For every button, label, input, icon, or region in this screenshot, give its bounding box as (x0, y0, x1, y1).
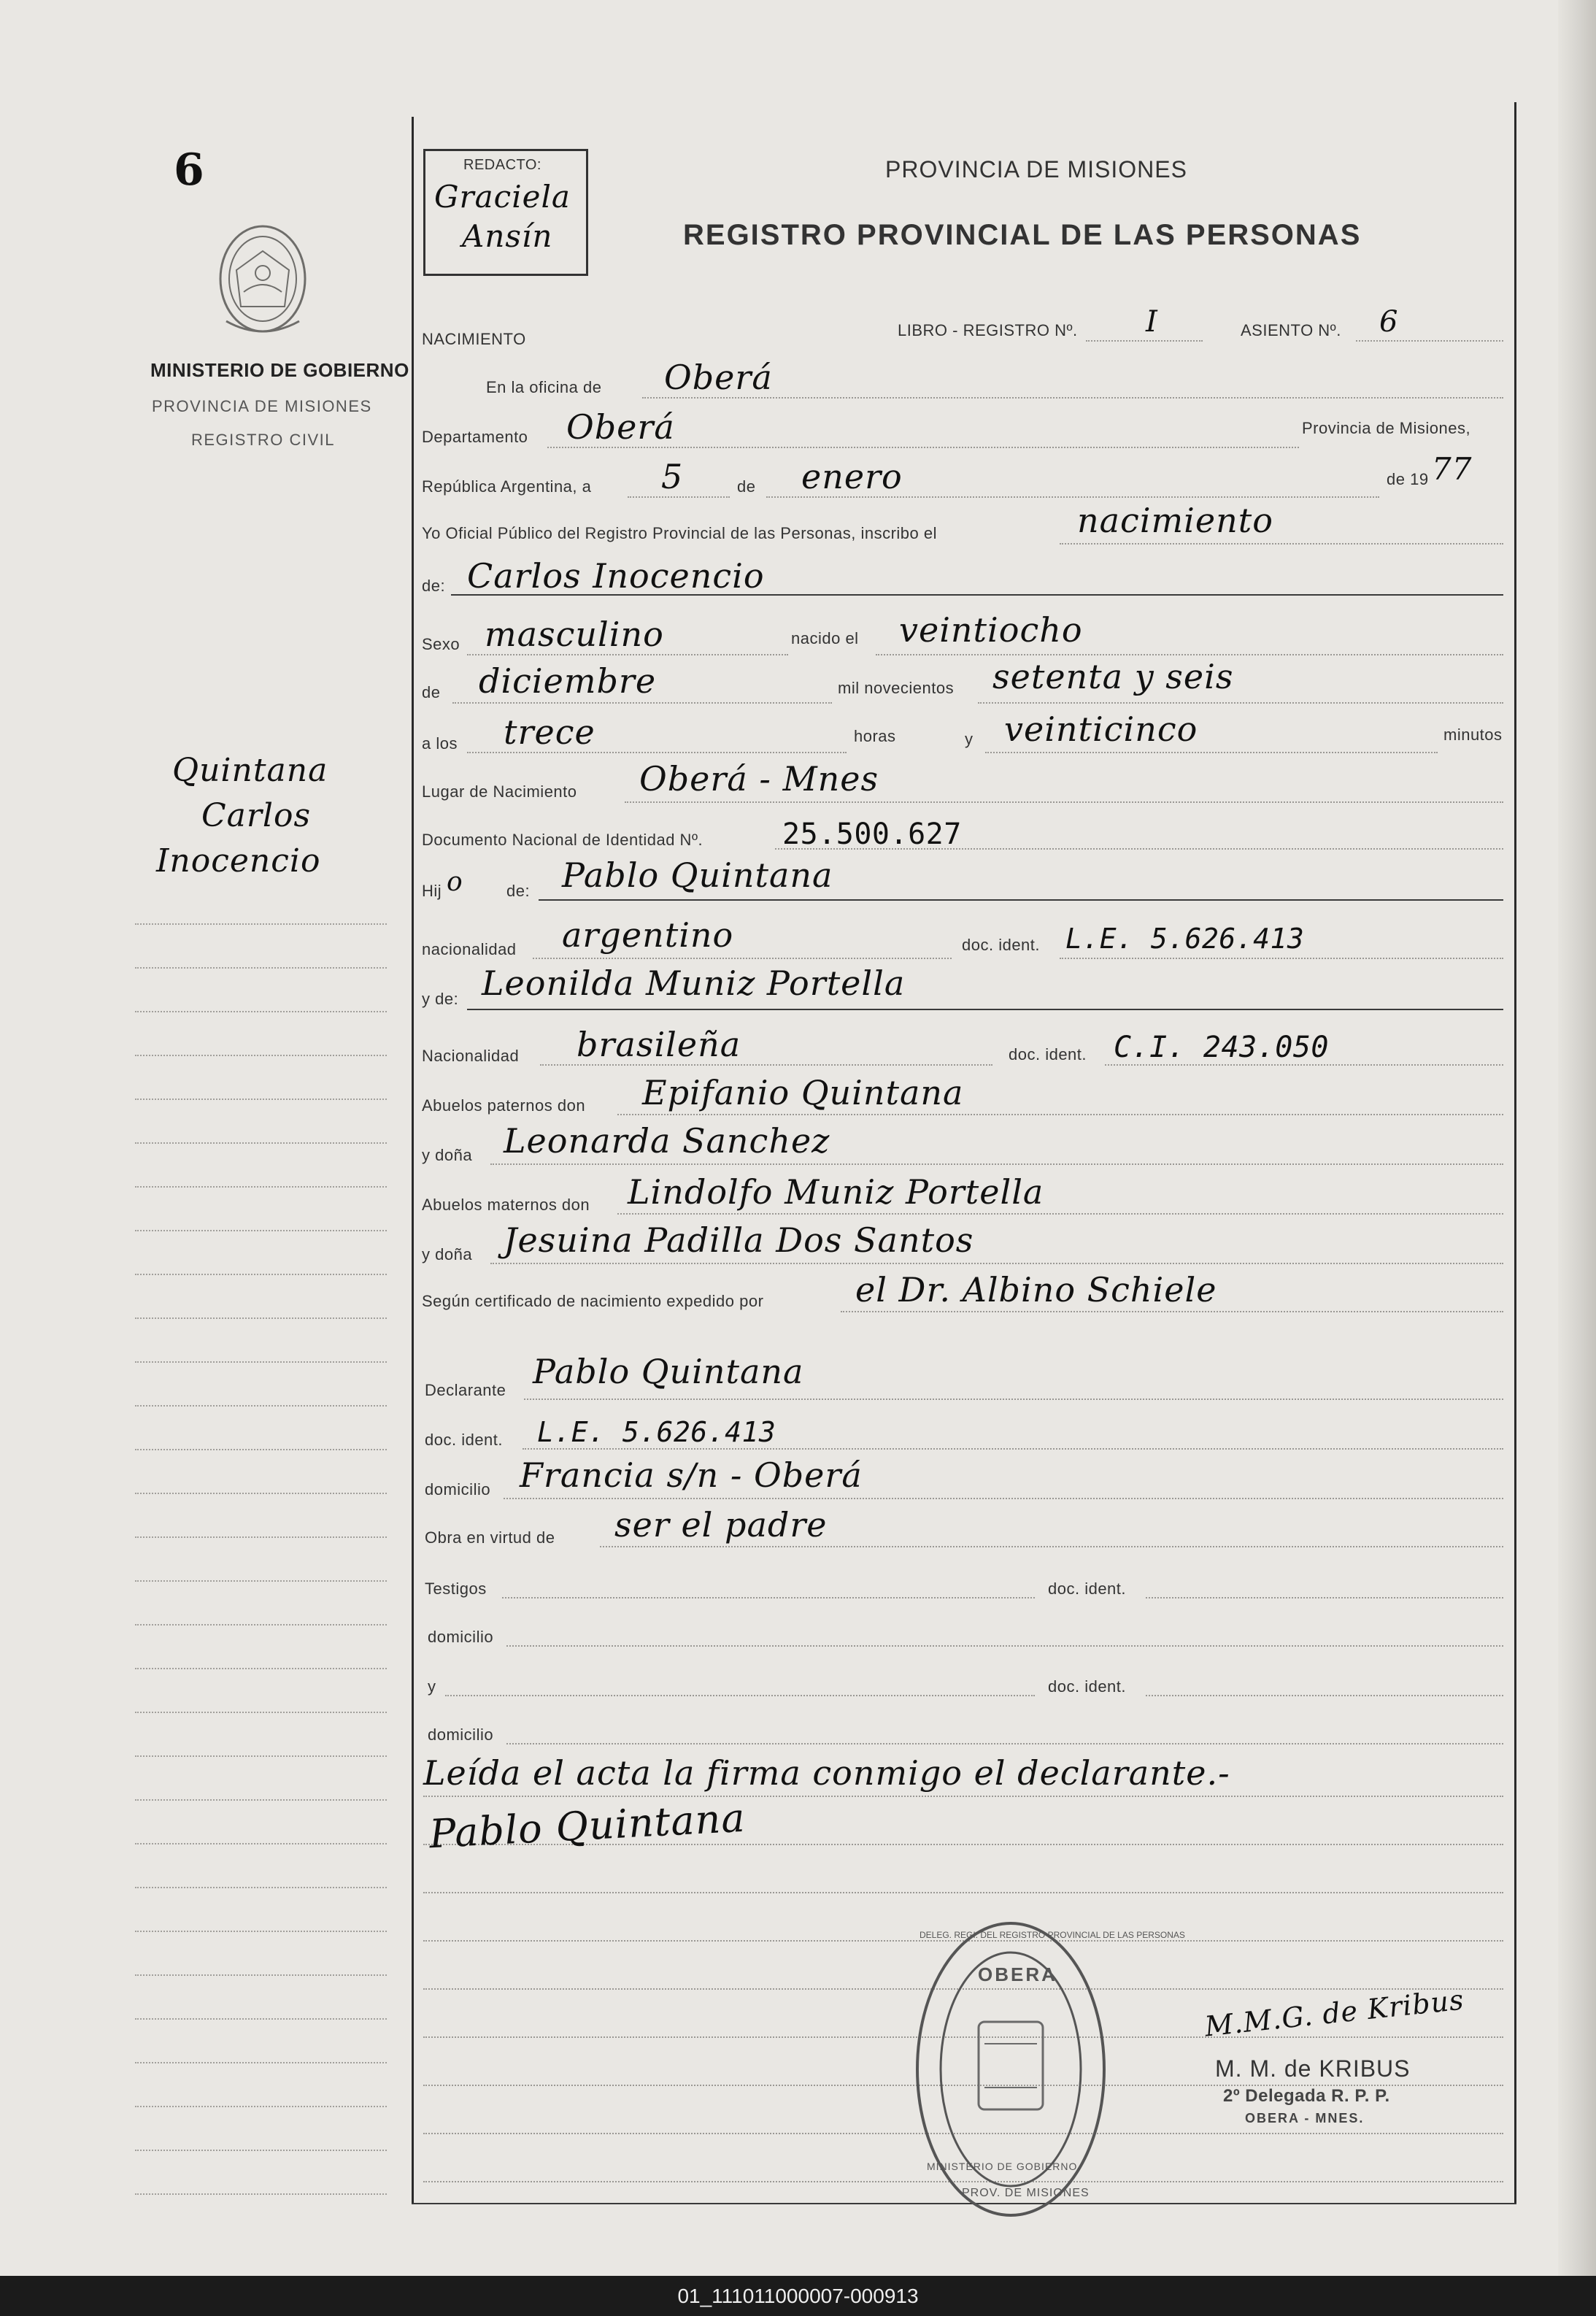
label-oficina: En la oficina de (486, 378, 602, 396)
registry-stamp-icon (909, 1912, 1113, 2226)
value-acto: nacimiento (1077, 501, 1273, 540)
stamp-top: OBERA (978, 1963, 1057, 1985)
label-republica: República Argentina, a (422, 477, 592, 496)
label-obra: Obra en virtud de (425, 1528, 555, 1547)
label-de-mes: de (737, 477, 756, 496)
value-asiento: 6 (1379, 305, 1399, 339)
value-libro: I (1146, 305, 1158, 339)
label-y-de: y de: (422, 990, 459, 1008)
label-lugar: Lugar de Nacimiento (422, 782, 577, 801)
label-doc-padre: doc. ident. (962, 936, 1041, 954)
redacto-name-2: Ansín (462, 218, 553, 254)
value-obra: ser el padre (614, 1505, 828, 1544)
value-padre: Pablo Quintana (562, 855, 833, 895)
label-asiento: ASIENTO Nº. (1241, 321, 1341, 339)
label-segun: Según certificado de nacimiento expedido por (422, 1292, 764, 1310)
margin-note-first: Carlos (201, 797, 312, 834)
label-departamento: Departamento (422, 428, 528, 446)
label-de-nac-mes: de (422, 683, 441, 701)
stamp-bottom: PROV. DE MISIONES (962, 2187, 1090, 2199)
label-libro: LIBRO - REGISTRO Nº. (898, 321, 1078, 339)
value-abuela-materna: Jesuina Padilla Dos Santos (504, 1220, 974, 1260)
label-hijo: Hij (422, 882, 442, 900)
label-doc-testigo-1: doc. ident. (1048, 1580, 1127, 1598)
label-domicilio-testigo-2: domicilio (428, 1726, 494, 1744)
value-departamento: Oberá (566, 407, 675, 447)
margin-note-second: Inocencio (156, 842, 321, 880)
declarant-signature: Pablo Quintana (428, 1794, 747, 1858)
label-testigos: Testigos (425, 1580, 487, 1598)
label-provincia: Provincia de Misiones, (1302, 419, 1471, 437)
value-nacionalidad-madre: brasileña (577, 1025, 741, 1064)
value-domicilio: Francia s/n - Oberá (520, 1455, 863, 1495)
official-name: M. M. de KRIBUS (1215, 2055, 1411, 2082)
label-abuelos-paternos: Abuelos paternos don (422, 1096, 586, 1115)
value-doc-padre: L.E. 5.626.413 (1065, 923, 1305, 955)
label-mil-novecientos: mil novecientos (838, 679, 955, 697)
label-hijo-de: de: (506, 882, 531, 900)
label-abuelos-maternos: Abuelos maternos don (422, 1196, 590, 1214)
value-hijo-suffix: o (447, 867, 463, 897)
value-nacido-mes: diciembre (479, 661, 657, 701)
label-de-anio: de 19 (1387, 470, 1429, 488)
label-doc-testigo-2: doc. ident. (1048, 1677, 1127, 1696)
value-nombre: Carlos Inocencio (467, 556, 765, 596)
stamp-outer: DELEG. REGI. DEL REGISTRO PROVINCIAL DE LAS PERSONAS (920, 1930, 1185, 1940)
province-seal-icon (212, 219, 314, 343)
official-signature: M.M.G. de Kribus (1203, 1983, 1466, 2043)
header-title: REGISTRO PROVINCIAL DE LAS PERSONAS (683, 219, 1362, 251)
right-frame-line (1514, 102, 1516, 2204)
value-dni: 25.500.627 (782, 817, 962, 851)
value-mes: enero (801, 457, 903, 496)
value-nacido-dia: veintiocho (899, 610, 1083, 650)
redacto-box (423, 149, 588, 276)
label-a-los: a los (422, 734, 458, 753)
value-nacido-anio: setenta y seis (992, 657, 1234, 696)
redacto-name-1: Graciela (434, 179, 571, 215)
label-domicilio: domicilio (425, 1480, 491, 1499)
label-abuela-paterna: y doña (422, 1146, 473, 1164)
label-domicilio-testigo-1: domicilio (428, 1628, 494, 1646)
value-nacionalidad-padre: argentino (562, 915, 734, 955)
value-abuelo-materno: Lindolfo Muniz Portella (628, 1172, 1044, 1212)
label-y-min: y (965, 730, 974, 748)
label-nacionalidad-madre: Nacionalidad (422, 1047, 520, 1065)
ministry-registry: REGISTRO CIVIL (191, 431, 336, 449)
label-yo-oficial: Yo Oficial Público del Registro Provincial de las Personas, inscribo el (422, 524, 938, 542)
label-declarante: Declarante (425, 1381, 506, 1399)
value-doc-madre: C.I. 243.050 (1114, 1031, 1329, 1064)
label-abuela-materna: y doña (422, 1245, 473, 1263)
closing-statement: Leída el acta la firma conmigo el declarante.- (423, 1753, 1230, 1793)
label-dni: Documento Nacional de Identidad Nº. (422, 831, 703, 849)
left-frame-line (412, 117, 414, 2204)
value-sexo: masculino (485, 615, 664, 654)
value-certificado: el Dr. Albino Schiele (855, 1270, 1217, 1309)
label-de-nombre: de: (422, 577, 446, 595)
sheet-number: 6 (174, 145, 205, 196)
official-place: OBERA - MNES. (1245, 2111, 1365, 2125)
label-nacido-el: nacido el (791, 629, 859, 647)
value-dia: 5 (661, 457, 684, 496)
value-lugar: Oberá - Mnes (639, 759, 879, 799)
margin-note-surname: Quintana (172, 752, 328, 789)
label-sexo: Sexo (422, 635, 460, 653)
value-abuela-paterna: Leonarda Sanchez (504, 1121, 830, 1161)
value-minutos: veinticinco (1004, 709, 1198, 749)
label-minutos: minutos (1443, 726, 1503, 744)
official-role: 2º Delegada R. P. P. (1223, 2086, 1390, 2106)
value-doc-declarante: L.E. 5.626.413 (537, 1416, 776, 1448)
label-doc-madre: doc. ident. (1009, 1045, 1087, 1063)
value-abuelo-paterno: Epifanio Quintana (642, 1073, 964, 1112)
page-edge (1558, 0, 1596, 2276)
image-id-bar: 01_111011000007-000913 (0, 2276, 1596, 2316)
label-horas: horas (854, 727, 896, 745)
label-nacionalidad-padre: nacionalidad (422, 940, 517, 958)
value-madre: Leonilda Muniz Portella (482, 963, 906, 1003)
ministry-name: MINISTERIO DE GOBIERNO (150, 359, 409, 381)
value-anio: 77 (1432, 451, 1473, 487)
stamp-inner: MINISTERIO DE GOBIERNO (927, 2161, 1078, 2172)
label-y-testigo: y (428, 1677, 436, 1696)
value-horas: trece (504, 712, 595, 752)
value-declarante: Pablo Quintana (533, 1352, 804, 1391)
redacto-label: REDACTO: (463, 157, 541, 173)
value-oficina: Oberá (664, 358, 773, 397)
ministry-province: PROVINCIA DE MISIONES (152, 397, 372, 415)
header-province: PROVINCIA DE MISIONES (885, 156, 1187, 182)
label-doc-declarante: doc. ident. (425, 1431, 504, 1449)
label-nacimiento: NACIMIENTO (422, 330, 526, 348)
